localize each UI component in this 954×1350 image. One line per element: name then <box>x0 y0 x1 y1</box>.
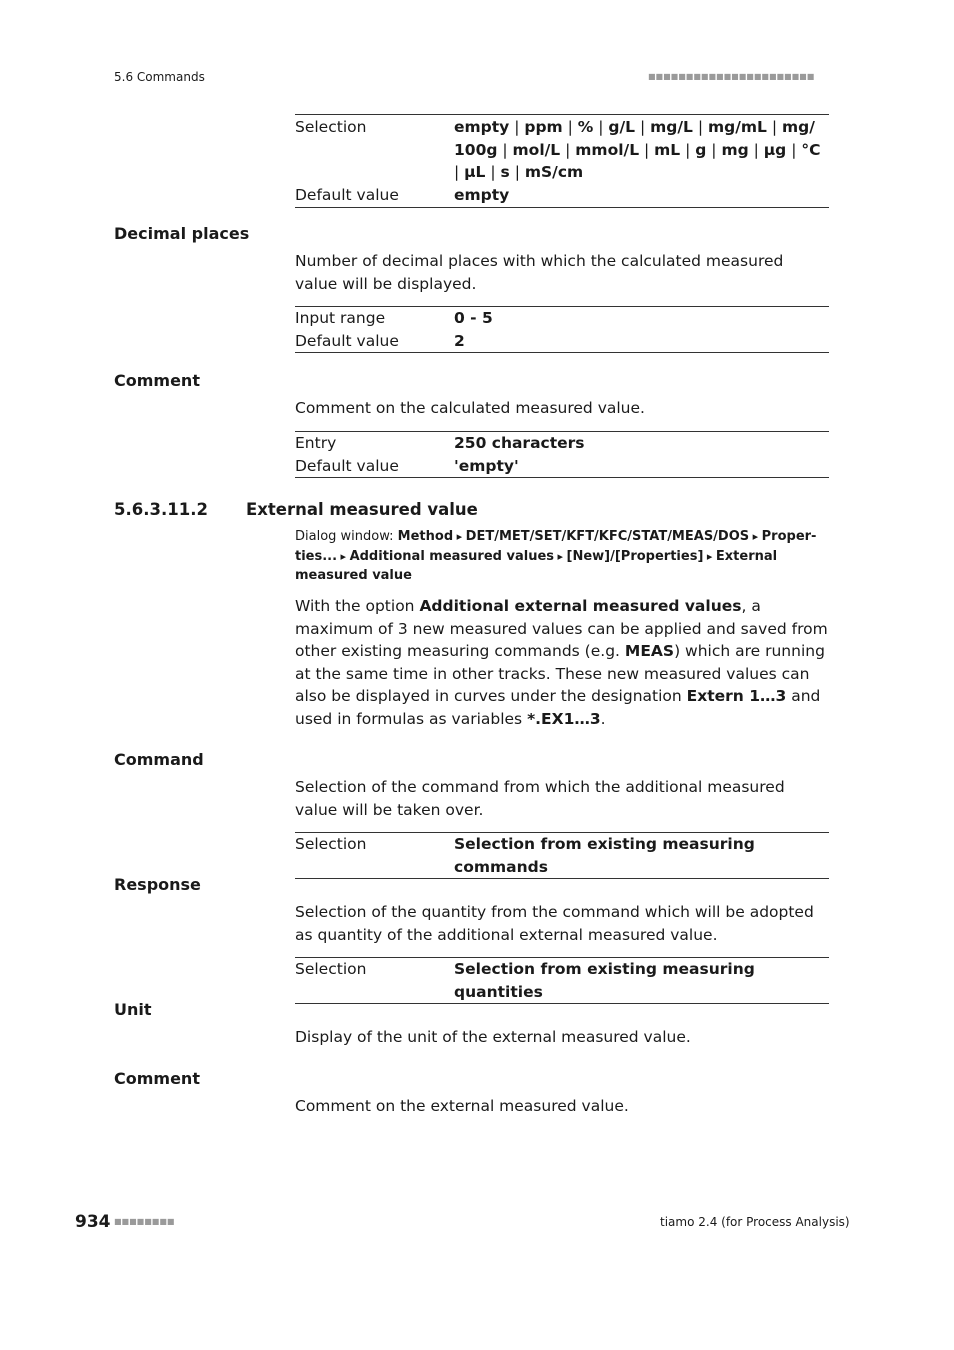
command-table <box>295 832 829 879</box>
selection-value: Selection from existing measuring commands <box>454 835 755 876</box>
response-table <box>295 957 829 1004</box>
intro-text: , a maximum of 3 new measured values can be applied and saved from other existing measuring commands (e.g. <box>295 597 828 660</box>
section-intro <box>295 595 829 730</box>
selection-label: Selection <box>295 118 367 136</box>
running-header-section: 5.6 Commands <box>114 70 205 84</box>
command-description: Selection of the command from which the additional measured value will be taken over. <box>295 778 785 819</box>
unit-selection-table <box>295 114 829 208</box>
option-separator: | <box>509 118 525 136</box>
unit-option: µL <box>464 163 486 181</box>
option-separator: | <box>560 140 576 159</box>
comment-table <box>295 431 829 478</box>
unit-option: mg/mL <box>707 118 767 136</box>
unit-option: g <box>695 140 707 159</box>
input-range-label: Input range <box>295 309 386 327</box>
option-separator: | <box>748 140 764 159</box>
selection-label: Selection <box>295 835 367 853</box>
selection-label: Selection <box>295 960 367 978</box>
selection-options <box>454 116 829 184</box>
decimal-places-table <box>295 306 829 353</box>
option-separator: | <box>593 118 609 136</box>
path-arrow-icon: ▸ <box>749 530 762 543</box>
dialog-path-item: Proper- ties... <box>295 529 817 564</box>
dialog-prefix: Dialog window: <box>295 529 398 544</box>
path-arrow-icon: ▸ <box>337 549 350 563</box>
intro-bold: Extern 1…3 <box>686 687 787 705</box>
option-separator: | <box>639 140 655 159</box>
option-separator: | <box>706 140 722 159</box>
dialog-path-item: Method <box>397 529 454 544</box>
option-separator: | <box>509 163 525 181</box>
default-value: 'empty' <box>454 456 519 475</box>
unit-option: ppm <box>524 118 563 136</box>
intro-text: . <box>600 709 606 728</box>
comment-description: Comment on the external measured value. <box>295 1097 629 1115</box>
command-heading: Command <box>114 750 204 769</box>
decimal-places-heading: Decimal places <box>114 224 250 243</box>
unit-option: mg <box>721 140 749 159</box>
default-value-label: Default value <box>295 456 399 475</box>
intro-bold: MEAS <box>624 642 675 660</box>
decimal-places-description: Number of decimal places with which the calculated measured value will be displayed. <box>295 252 784 293</box>
unit-option: µg <box>763 140 787 159</box>
path-arrow-icon: ▸ <box>453 530 466 543</box>
dialog-path-item: DET/MET/SET/KFT/KFC/STAT/MEAS/DOS <box>465 529 750 544</box>
intro-text: and used in formulas as variables <box>295 687 821 728</box>
intro-text: ) which are running at the same time in other tracks. These new measured values can also be displayed in curves under the designation <box>295 642 825 705</box>
unit-option: mS/cm <box>524 163 584 181</box>
footer-dots: ■■■■■■■■ <box>114 1217 175 1226</box>
default-value-label: Default value <box>295 185 399 204</box>
dialog-path-item: Additional measured values <box>349 548 555 564</box>
unit-option: s <box>500 163 510 181</box>
section-number: 5.6.3.11.2 <box>114 500 208 519</box>
intro-text: With the option <box>295 597 420 615</box>
response-heading: Response <box>114 875 201 894</box>
running-header-dots: ■■■■■■■■■■■■■■■■■■■■■■ <box>648 72 815 81</box>
option-separator: | <box>692 118 708 136</box>
product-name: tiamo 2.4 (for Process Analysis) <box>660 1215 850 1229</box>
option-separator: | <box>786 140 802 159</box>
unit-option: empty <box>454 118 510 136</box>
selection-value: Selection from existing measuring quantities <box>454 960 755 1001</box>
default-value: empty <box>454 185 510 204</box>
default-value: 2 <box>454 331 465 350</box>
option-separator: | <box>454 163 465 181</box>
dialog-window-path <box>295 527 829 586</box>
dialog-path-item: [New]/[Properties] <box>566 548 704 564</box>
unit-option: mol/L <box>512 140 561 159</box>
input-range-value: 0 - 5 <box>454 309 493 327</box>
option-separator: | <box>635 118 651 136</box>
unit-option: mmol/L <box>575 140 640 159</box>
option-separator: | <box>485 163 501 181</box>
entry-label: Entry <box>295 434 337 452</box>
comment-heading: Comment <box>114 1069 200 1088</box>
comment-heading: Comment <box>114 371 200 390</box>
default-value-label: Default value <box>295 331 399 350</box>
unit-option: °C <box>801 140 821 159</box>
path-arrow-icon: ▸ <box>703 549 716 563</box>
option-separator: | <box>766 118 782 136</box>
section-title: External measured value <box>246 500 478 519</box>
unit-option: mg/ 100g <box>454 118 815 159</box>
unit-option: mg/L <box>650 118 693 136</box>
unit-heading: Unit <box>114 1000 152 1019</box>
unit-option: g/L <box>608 118 636 136</box>
unit-option: mL <box>654 140 681 159</box>
page-number: 934 <box>75 1212 111 1232</box>
unit-description: Display of the unit of the external measured value. <box>295 1028 691 1046</box>
path-arrow-icon: ▸ <box>554 549 567 563</box>
option-separator: | <box>497 140 513 159</box>
intro-bold: *.EX1…3 <box>527 709 601 728</box>
entry-value: 250 characters <box>454 434 585 452</box>
option-separator: | <box>680 140 696 159</box>
intro-bold: Additional external measured values <box>419 597 742 615</box>
comment-description: Comment on the calculated measured value. <box>295 399 645 417</box>
option-separator: | <box>562 118 578 136</box>
response-description: Selection of the quantity from the command which will be adopted as quantity of the additional external measured value. <box>295 903 814 944</box>
unit-option: % <box>577 118 594 136</box>
dialog-path-item: External measured value <box>295 548 778 583</box>
